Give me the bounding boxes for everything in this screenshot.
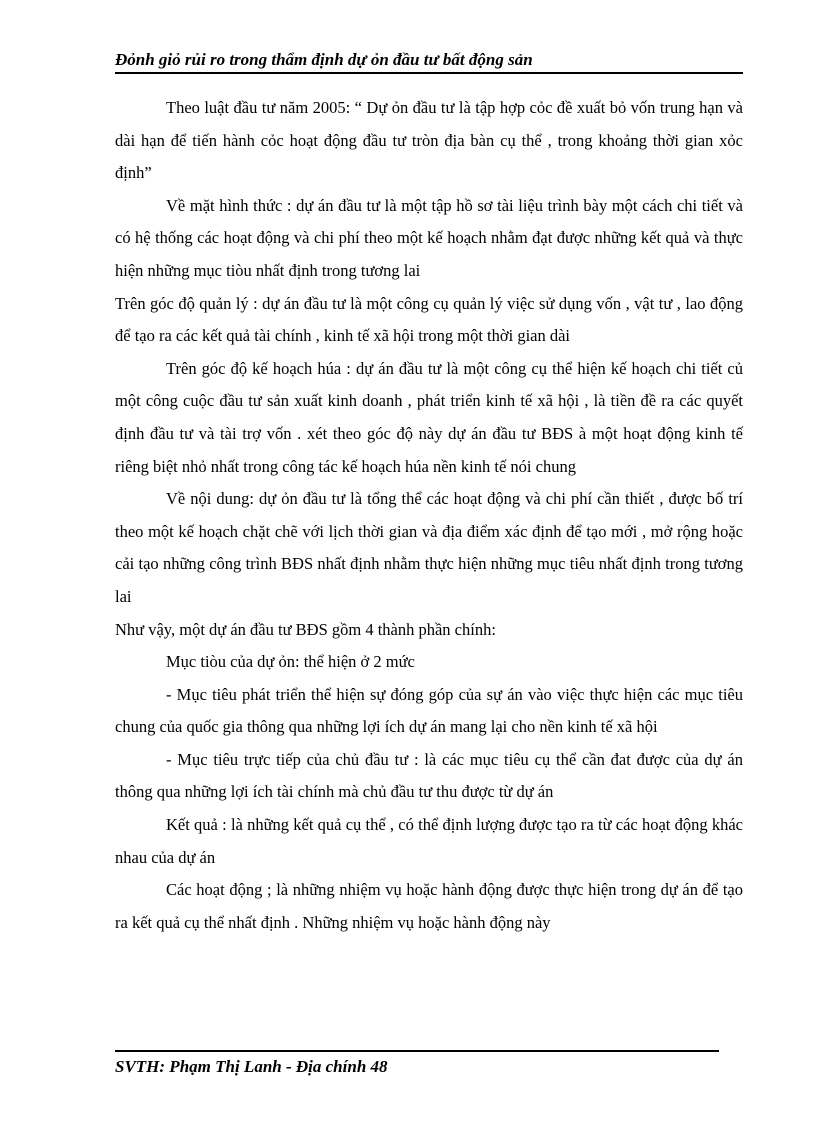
paragraph-management: Trên góc độ quản lý : dự án đầu tư là một công cụ quản lý việc sử dụng vốn , vật tư , lao động để tạo ra các kết quả tài chính , kinh tế xã hội trong một thời gian dài [115,293,743,346]
header-divider [115,72,743,74]
document-body [115,92,743,939]
paragraph-components-intro: Như vậy, một dự án đầu tư BĐS gồm 4 thành phần chính: [115,619,496,639]
paragraph-objectives: Mục tiòu của dự ỏn: thể hiện ở 2 mức [166,652,415,672]
page-header: Đỏnh giỏ rủi ro trong thẩm định dự ỏn đầu tư bất động sản [115,50,533,69]
footer-divider [115,1050,719,1052]
paragraph-development-objective: - Mục tiêu phát triển thể hiện sự đóng góp của sự án vào việc thực hiện các mục tiêu chung của quốc gia thông qua những lợi ích dự án mang lại cho nền kinh tế xã hội [115,684,743,737]
paragraph-direct-objective: - Mục tiêu trực tiếp của chủ đầu tư : là các mục tiêu cụ thể cần đat được của dự án thông qua những lợi ích tài chính mà chủ đầu tư thu được từ dự án [115,749,743,802]
paragraph-activities: Các hoạt động ; là những nhiệm vụ hoặc hành động được thực hiện trong dự án để tạo ra kết quả cụ thể nhất định . Những nhiệm vụ hoặc hành động này [115,880,743,932]
paragraph-investment-law: Theo luật đầu tư năm 2005: “ Dự ỏn đầu tư là tập hợp cỏc đề xuất bỏ vốn trung hạn và dài hạn để tiến hành cỏc hoạt động đầu tư tròn địa bàn cụ thể , trong khoảng thời gian xỏc định” [115,98,743,183]
paragraph-results: Kết quả : là những kết quả cụ thể , có thể định lượng được tạo ra từ các hoạt động khác nhau của dự án [115,815,743,867]
paragraph-form: Về mặt hình thức : dự án đầu tư là một tập hồ sơ tài liệu trình bày một cách chi tiết và có hệ thống các hoạt động và chi phí theo một kế hoạch nhằm đạt được những kết quả và thực hiện những mục tiòu nhất định trong tương lai [115,195,743,280]
page-footer: SVTH: Phạm Thị Lanh - Địa chính 48 [115,1057,388,1076]
paragraph-planning: Trên góc độ kế hoạch húa : dự án đầu tư là một công cụ thể hiện kế hoạch chi tiết củ một công cuộc đầu tư sản xuất kinh doanh , phát triển kinh tế xã hội , là tiền đề ra các quyết định đầu tư và tài trợ vốn . xét theo góc độ này dự án đầu tư BĐS à một hoạt động kinh tế riêng biệt nhỏ nhất trong công tác kế hoạch húa nền kinh tế nói chung [115,358,743,476]
paragraph-content: Về nội dung: dự ỏn đầu tư là tổng thể các hoạt động và chi phí cần thiết , được bố trí theo một kế hoạch chặt chẽ với lịch thời gian và địa điểm xác định để tạo mới , mở rộng hoặc cải tạo những công trình BĐS nhất định nhằm thực hiện những mục tiêu nhất định trong tương lai [115,489,743,606]
